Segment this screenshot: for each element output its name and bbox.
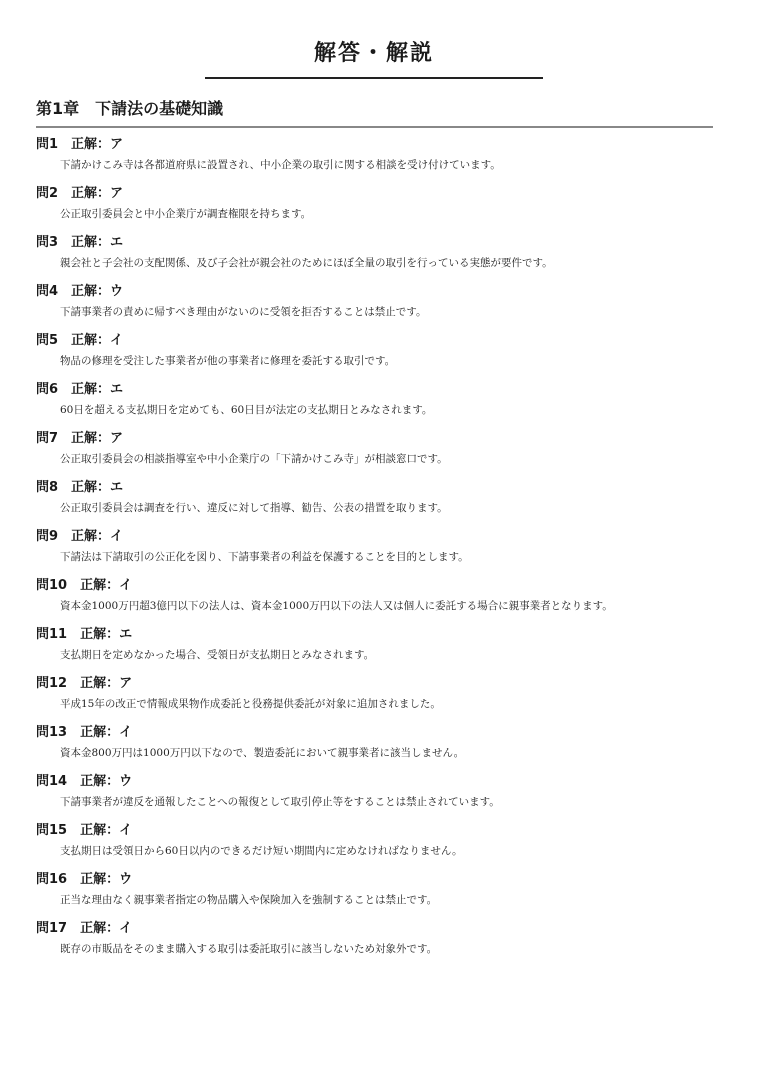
chapter-heading: 第1章 下請法の基礎知識 bbox=[36, 99, 224, 118]
answer-item-3 bbox=[36, 234, 726, 283]
answer-item-16 bbox=[36, 871, 726, 920]
answer-heading: 問10 正解：イ bbox=[36, 578, 133, 593]
answer-item-17 bbox=[36, 920, 726, 969]
answer-item-12 bbox=[36, 675, 726, 724]
answer-item-10 bbox=[36, 577, 726, 626]
answer-heading: 問14 正解：ウ bbox=[36, 774, 133, 789]
answer-heading: 問1 正解：ア bbox=[36, 137, 124, 152]
answer-explanation: 親会社と子会社の支配関係、及び子会社が親会社のためにほぼ全量の取引を行っている実態が要件です。 bbox=[60, 257, 553, 269]
answer-heading: 問15 正解：イ bbox=[36, 823, 133, 838]
answer-heading: 問17 正解：イ bbox=[36, 921, 133, 936]
answer-explanation: 下請かけこみ寺は各都道府県に設置され、中小企業の取引に関する相談を受け付けています。 bbox=[60, 159, 501, 171]
answer-explanation: 支払期日は受領日から60日以内のできるだけ短い期間内に定めなければなりません。 bbox=[60, 845, 463, 857]
page-title: 解答・解説 bbox=[313, 41, 434, 66]
answer-heading: 問4 正解：ウ bbox=[36, 284, 124, 299]
answer-item-2 bbox=[36, 185, 726, 234]
chapter-divider bbox=[36, 126, 713, 128]
answer-item-13 bbox=[36, 724, 726, 773]
answer-item-7 bbox=[36, 430, 726, 479]
answer-explanation: 平成15年の改正で情報成果物作成委託と役務提供委託が対象に追加されました。 bbox=[60, 698, 441, 710]
answer-explanation: 公正取引委員会の相談指導室や中小企業庁の「下請かけこみ寺」が相談窓口です。 bbox=[60, 453, 448, 465]
title-underline bbox=[205, 77, 543, 79]
answer-item-14 bbox=[36, 773, 726, 822]
answer-item-8 bbox=[36, 479, 726, 528]
answer-explanation: 支払期日を定めなかった場合、受領日が支払期日とみなされます。 bbox=[60, 649, 375, 661]
answer-item-11 bbox=[36, 626, 726, 675]
answer-explanation: 下請法は下請取引の公正化を図り、下請事業者の利益を保護することを目的とします。 bbox=[60, 551, 469, 563]
answer-heading: 問5 正解：イ bbox=[36, 333, 124, 348]
answer-explanation: 資本金1000万円超3億円以下の法人は、資本金1000万円以下の法人又は個人に委託する場合に親事業者となります。 bbox=[60, 600, 613, 612]
answer-heading: 問8 正解：エ bbox=[36, 480, 124, 495]
answer-list bbox=[36, 136, 726, 969]
answer-item-4 bbox=[36, 283, 726, 332]
answer-explanation: 下請事業者の責めに帰すべき理由がないのに受領を拒否することは禁止です。 bbox=[60, 306, 427, 318]
answer-heading: 問12 正解：ア bbox=[36, 676, 133, 691]
answer-explanation: 資本金800万円は1000万円以下なので、製造委託において親事業者に該当しません。 bbox=[60, 747, 465, 759]
answer-item-15 bbox=[36, 822, 726, 871]
answer-explanation: 正当な理由なく親事業者指定の物品購入や保険加入を強制することは禁止です。 bbox=[60, 894, 438, 906]
answer-item-1 bbox=[36, 136, 726, 185]
answer-item-6 bbox=[36, 381, 726, 430]
answer-heading: 問7 正解：ア bbox=[36, 431, 124, 446]
answer-explanation: 物品の修理を受注した事業者が他の事業者に修理を委託する取引です。 bbox=[60, 355, 396, 367]
answer-heading: 問16 正解：ウ bbox=[36, 872, 133, 887]
answer-heading: 問2 正解：ア bbox=[36, 186, 124, 201]
answer-explanation: 下請事業者が違反を通報したことへの報復として取引停止等をすることは禁止されています。 bbox=[60, 796, 500, 808]
answer-heading: 問6 正解：エ bbox=[36, 382, 124, 397]
answer-explanation: 既存の市販品をそのまま購入する取引は委託取引に該当しないため対象外です。 bbox=[60, 943, 438, 955]
answer-item-9 bbox=[36, 528, 726, 577]
answer-explanation: 公正取引委員会は調査を行い、違反に対して指導、勧告、公表の措置を取ります。 bbox=[60, 502, 448, 514]
answer-heading: 問11 正解：エ bbox=[36, 627, 133, 642]
answer-item-5 bbox=[36, 332, 726, 381]
answer-heading: 問3 正解：エ bbox=[36, 235, 124, 250]
answer-explanation: 60日を超える支払期日を定めても、60日目が法定の支払期日とみなされます。 bbox=[60, 404, 433, 416]
answer-heading: 問9 正解：イ bbox=[36, 529, 124, 544]
answer-explanation: 公正取引委員会と中小企業庁が調査権限を持ちます。 bbox=[60, 208, 312, 220]
answer-heading: 問13 正解：イ bbox=[36, 725, 133, 740]
